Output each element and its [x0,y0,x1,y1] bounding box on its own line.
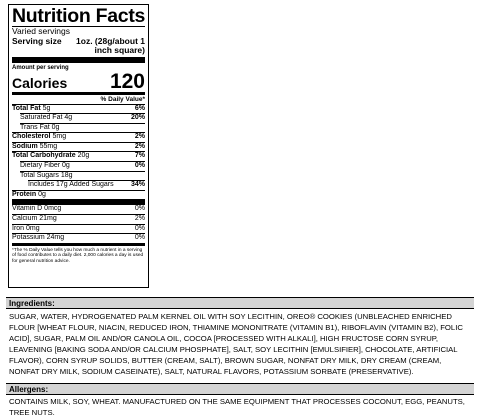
vitamin-row: Potassium 24mg 0% [12,234,145,242]
calories-value: 120 [109,69,145,93]
allergens-text: CONTAINS MILK, SOY, WHEAT. MANUFACTURED ON THE SAME EQUIPMENT THAT PROCESSES COCONUT, EGG, PEANUTS, TREE NUTS. [9,397,465,417]
serving-size-value: 1oz. (28g/about 1 inch square) [76,35,145,55]
calories-row [12,69,145,93]
servings-count: Varied servings [12,26,70,36]
allergens-heading: Allergens: [6,383,474,395]
nutrient-row: Total Sugars 18g [20,171,145,181]
nutrient-row: Trans Fat 0g [20,123,145,133]
nutrient-row: Cholesterol 5mg 2% [12,133,145,141]
serving-size-label: Serving size [12,35,62,46]
nutrient-row: Total Carbohydrate 20g 7% [12,152,145,160]
amount-per-serving: Amount per serving [12,64,69,71]
nutrient-row: Total Fat 5g 6% [12,104,145,112]
calories-label: Calories [12,74,68,91]
serving-size-row [12,37,145,57]
vitamin-row: Calcium 21mg 2% [12,215,145,223]
ingredients-heading: Ingredients: [6,297,474,309]
daily-value-header: % Daily Value* [100,95,145,103]
nutrient-row: Includes 17g Added Sugars 34% [28,181,145,189]
daily-value-footnote: *The % Daily Value tells you how much a nutrient in a serving of food contributes to a daily diet. 2,000 calories a day is used for general nutrition advice. [12,247,144,264]
nutrient-row: Sodium 55mg 2% [12,142,145,150]
nutrition-facts-label [8,4,149,288]
nutrient-row: Dietary Fiber 0g 0% [20,162,145,170]
vitamin-row: Vitamin D 0mcg 0% [12,205,145,213]
label-title: Nutrition Facts [12,5,146,27]
nutrient-row: Saturated Fat 4g 20% [20,114,145,122]
vitamin-row: Iron 0mg 0% [12,224,145,232]
nutrient-row: Protein 0g [12,190,145,200]
ingredients-text: SUGAR, WATER, HYDROGENATED PALM KERNEL OIL WITH SOY LECITHIN, OREO® COOKIES (UNBLEACHED ENRICHED FLOUR [WHEAT FLOUR, NIACIN, REDUCED IRON, THIAMINE MONONITRATE (VITAMIN B1), RIBOFLAVIN (VITAMIN B2), FOLIC ACID], SUGAR, PALM OIL AND/OR CANOLA OIL, COCOA [PROCESSED WITH ALKALI], HIGH FRUCTOSE CORN SYRUP, LEAVENING [BAKING SODA AND/OR CALCIUM PHOSPHATE], SALT, SOY LECITHIN [EMULSIFIER], CHOCOLATE, ARTIFICIAL FLAVOR), CORN SYRUP SOLIDS, BUTTER (CREAM, SALT), BROWN SUGAR, NONFAT DRY MILK, DRY CREAM (CREAM, NONFAT DRY MILK, SODIUM CASEINATE), SALT, NATURAL FLAVORS, POTASSIUM SORBATE (PRESERVATIVE). [9,312,463,376]
